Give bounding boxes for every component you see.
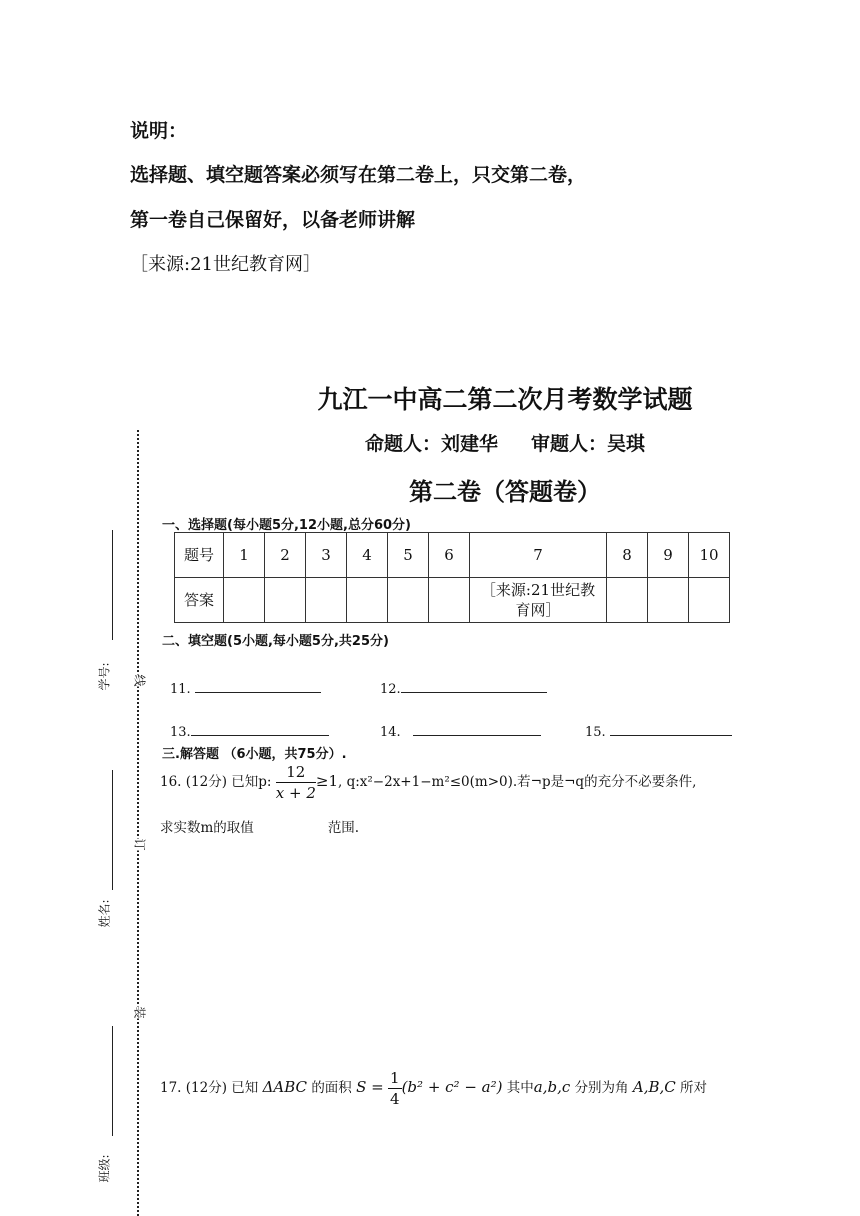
answer-cell[interactable] bbox=[224, 578, 265, 623]
blank-12-line[interactable] bbox=[401, 678, 547, 693]
answer-cell[interactable] bbox=[689, 578, 730, 623]
question-17: 17. (12分) 已知 ΔABC 的面积 S = $\frac{1}{4}$ (b² + c² − a²) 其中a,b,c 分别为角 A,B,C 所对 bbox=[160, 1069, 708, 1108]
student-id-label: 学号: bbox=[97, 662, 112, 691]
table-header-cell: 2 bbox=[265, 533, 306, 578]
question-16: 16. (12分) 已知p: $\frac{12}{x + 2}$ ≥1, q:x²−2x+1−m²≤0(m>0).若¬p是¬q的充分不必要条件, bbox=[160, 763, 697, 802]
table-header-cell: 1 bbox=[224, 533, 265, 578]
exam-authors: 命题人：刘建华 审题人：吴琪 bbox=[364, 433, 646, 455]
blank-14: 14. bbox=[380, 721, 541, 740]
instructions-line-2: 第一卷自己保留好，以备老师讲解 bbox=[130, 209, 416, 231]
table-header-cell: 9 bbox=[648, 533, 689, 578]
section-2-heading: 二、填空题(5小题,每小题5分,共25分) bbox=[162, 634, 389, 649]
name-label: 姓名: bbox=[97, 899, 112, 928]
student-id-line[interactable] bbox=[112, 530, 113, 640]
answer-cell[interactable] bbox=[306, 578, 347, 623]
row-header-label: 题号 bbox=[175, 533, 224, 578]
answer-table bbox=[174, 532, 730, 623]
instructions-line-1: 选择题、填空题答案必须写在第二卷上，只交第二卷， bbox=[130, 164, 587, 186]
table-header-cell: 7 bbox=[470, 533, 607, 578]
answer-cell[interactable] bbox=[347, 578, 388, 623]
row-answer-label: 答案 bbox=[175, 578, 224, 623]
table-header-cell: 10 bbox=[689, 533, 730, 578]
binding-mark-ding: 订 bbox=[132, 838, 147, 851]
binding-mark-zhuang: 装 bbox=[132, 1006, 147, 1019]
section-3-heading: 三.解答题 （6小题，共75分）. bbox=[162, 747, 347, 762]
name-line[interactable] bbox=[112, 770, 113, 890]
q17-fraction: $\frac{1}{4}$ bbox=[390, 1069, 400, 1108]
answer-cell[interactable] bbox=[648, 578, 689, 623]
volume-title: 第二卷（答题卷） bbox=[409, 477, 601, 506]
binding-mark-xian: 线 bbox=[132, 674, 147, 687]
table-row-answers bbox=[175, 578, 730, 623]
answer-cell[interactable] bbox=[429, 578, 470, 623]
answer-cell[interactable] bbox=[265, 578, 306, 623]
table-header-cell: 8 bbox=[607, 533, 648, 578]
source-note: ［来源:21世纪教育网］ bbox=[130, 254, 321, 275]
q16-fraction: $\frac{12}{x + 2}$ bbox=[275, 763, 316, 802]
table-header-cell: 3 bbox=[306, 533, 347, 578]
blank-15-line[interactable] bbox=[610, 721, 732, 736]
answer-cell-source-note[interactable]: ［来源:21世纪教育网］ bbox=[470, 578, 607, 623]
table-header-cell: 5 bbox=[388, 533, 429, 578]
section-1-heading: 一、选择题(每小题5分,12小题,总分60分) bbox=[162, 518, 411, 533]
class-label: 班级: bbox=[97, 1154, 112, 1183]
class-line[interactable] bbox=[112, 1026, 113, 1136]
answer-cell[interactable] bbox=[607, 578, 648, 623]
blank-13-line[interactable] bbox=[191, 721, 329, 736]
blank-12: 12. bbox=[380, 678, 547, 697]
blank-11-line[interactable] bbox=[195, 678, 321, 693]
blank-14-line[interactable] bbox=[413, 721, 541, 736]
exam-title: 九江一中高二第二次月考数学试题 bbox=[317, 385, 693, 414]
question-16-line-2: 求实数m的取值 范围. bbox=[160, 820, 360, 836]
answer-cell[interactable] bbox=[388, 578, 429, 623]
blank-13: 13. bbox=[170, 721, 329, 740]
table-row-numbers bbox=[175, 533, 730, 578]
blank-15: 15. bbox=[585, 721, 732, 740]
table-header-cell: 6 bbox=[429, 533, 470, 578]
binding-dotted-line bbox=[137, 430, 139, 1216]
table-header-cell: 4 bbox=[347, 533, 388, 578]
instructions-label: 说明： bbox=[130, 120, 188, 142]
blank-11: 11. bbox=[170, 678, 321, 697]
